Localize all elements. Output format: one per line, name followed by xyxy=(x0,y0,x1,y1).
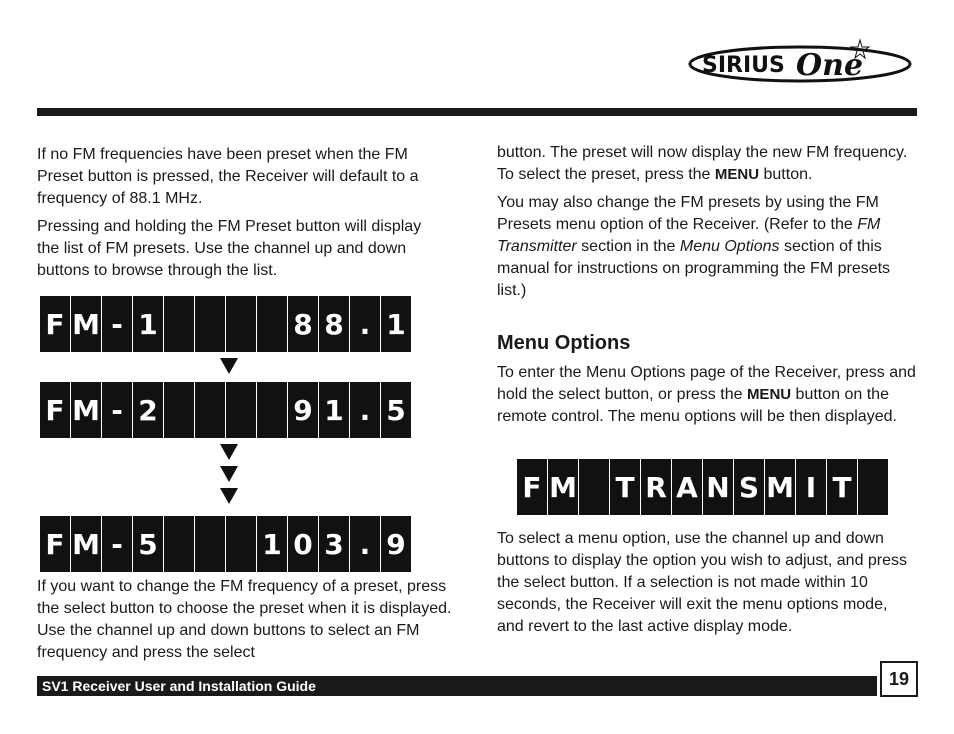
right-column-top xyxy=(497,142,917,308)
lcd-cell: 1 xyxy=(381,296,411,352)
lcd-cell: M xyxy=(765,459,795,515)
lcd-cell: 8 xyxy=(319,296,349,352)
lcd-cell: A xyxy=(672,459,702,515)
lcd-display-fm1 xyxy=(40,296,411,352)
section-heading-menu-options: Menu Options xyxy=(497,332,631,354)
left-column-top xyxy=(37,144,447,288)
lcd-cell: M xyxy=(548,459,578,515)
lcd-cell: 5 xyxy=(381,382,411,438)
lcd-cell: - xyxy=(102,516,132,572)
lcd-display-fm-transmit xyxy=(517,459,888,515)
lcd-cell: 9 xyxy=(288,382,318,438)
lcd-cell: F xyxy=(40,382,70,438)
left-column-bottom xyxy=(37,576,457,670)
svg-text:One: One xyxy=(796,48,864,83)
lcd-cell: . xyxy=(350,516,380,572)
lcd-cell xyxy=(164,296,194,352)
lcd-cell xyxy=(257,296,287,352)
header-rule xyxy=(37,108,917,116)
lcd-cell: F xyxy=(40,296,70,352)
lcd-cell xyxy=(858,459,888,515)
lcd-cell xyxy=(195,516,225,572)
lcd-cell: 1 xyxy=(319,382,349,438)
left-paragraph-2: Pressing and holding the FM Preset button will display the list of FM presets. Use the channel up and down buttons to browse through the list. xyxy=(37,218,422,279)
lcd-cell: 1 xyxy=(133,296,163,352)
lcd-display-fm2 xyxy=(40,382,411,438)
lcd-cell: 9 xyxy=(381,516,411,572)
down-arrow-icon xyxy=(220,466,238,482)
lcd-cell xyxy=(226,382,256,438)
right-paragraph-1: button. The preset will now display the new FM frequency. To select the preset, press the MENU button. xyxy=(497,144,908,183)
lcd-cell xyxy=(257,382,287,438)
down-arrow-icon xyxy=(220,358,238,374)
lcd-cell xyxy=(579,459,609,515)
lcd-cell: M xyxy=(71,382,101,438)
lcd-cell: R xyxy=(641,459,671,515)
lcd-cell: 3 xyxy=(319,516,349,572)
svg-text:SIRIUS: SIRIUS xyxy=(702,53,785,78)
right-column-middle xyxy=(497,362,917,434)
lcd-cell: 1 xyxy=(257,516,287,572)
down-arrow-icon xyxy=(220,444,238,460)
lcd-cell: - xyxy=(102,296,132,352)
lcd-display-fm5 xyxy=(40,516,411,572)
right-paragraph-3: To enter the Menu Options page of the Receiver, press and hold the select button, or press the MENU button on the remote control. The menu options will be then displayed. xyxy=(497,364,916,425)
lcd-cell xyxy=(195,382,225,438)
right-paragraph-2: You may also change the FM presets by using the FM Presets menu option of the Receiver. (Refer to the FM Transmitter section in the Menu Options section of this manual for instructions on programming the FM presets list.) xyxy=(497,194,891,299)
left-paragraph-1: If no FM frequencies have been preset when the FM Preset button is pressed, the Receiver will default to a frequency of 88.1 MHz. xyxy=(37,146,419,207)
down-arrow-icon xyxy=(220,488,238,504)
lcd-cell: 8 xyxy=(288,296,318,352)
page-number: 19 xyxy=(880,661,918,697)
lcd-cell: S xyxy=(734,459,764,515)
lcd-cell: N xyxy=(703,459,733,515)
lcd-cell xyxy=(226,516,256,572)
lcd-cell xyxy=(164,516,194,572)
lcd-cell: F xyxy=(40,516,70,572)
lcd-cell xyxy=(164,382,194,438)
lcd-cell: T xyxy=(610,459,640,515)
lcd-cell: M xyxy=(71,516,101,572)
lcd-cell xyxy=(195,296,225,352)
right-column-bottom xyxy=(497,528,917,644)
lcd-cell: . xyxy=(350,382,380,438)
lcd-cell xyxy=(226,296,256,352)
lcd-cell: T xyxy=(827,459,857,515)
lcd-cell: 0 xyxy=(288,516,318,572)
sirius-one-logo xyxy=(688,38,918,84)
footer-title: SV1 Receiver User and Installation Guide xyxy=(37,676,877,696)
right-paragraph-4: To select a menu option, use the channel up and down buttons to display the option you wish to adjust, and press the select button. If a selection is not made within 10 seconds, the Receiver will exit the menu options mode, and revert to the last active display mode. xyxy=(497,530,908,635)
lcd-cell: I xyxy=(796,459,826,515)
lcd-cell: - xyxy=(102,382,132,438)
lcd-cell: M xyxy=(71,296,101,352)
lcd-cell: 5 xyxy=(133,516,163,572)
lcd-cell: . xyxy=(350,296,380,352)
left-paragraph-3: If you want to change the FM frequency of a preset, press the select button to choose the preset when it is displayed. Use the channel up and down buttons to select an FM frequency and press the select xyxy=(37,578,452,661)
lcd-cell: F xyxy=(517,459,547,515)
lcd-cell: 2 xyxy=(133,382,163,438)
